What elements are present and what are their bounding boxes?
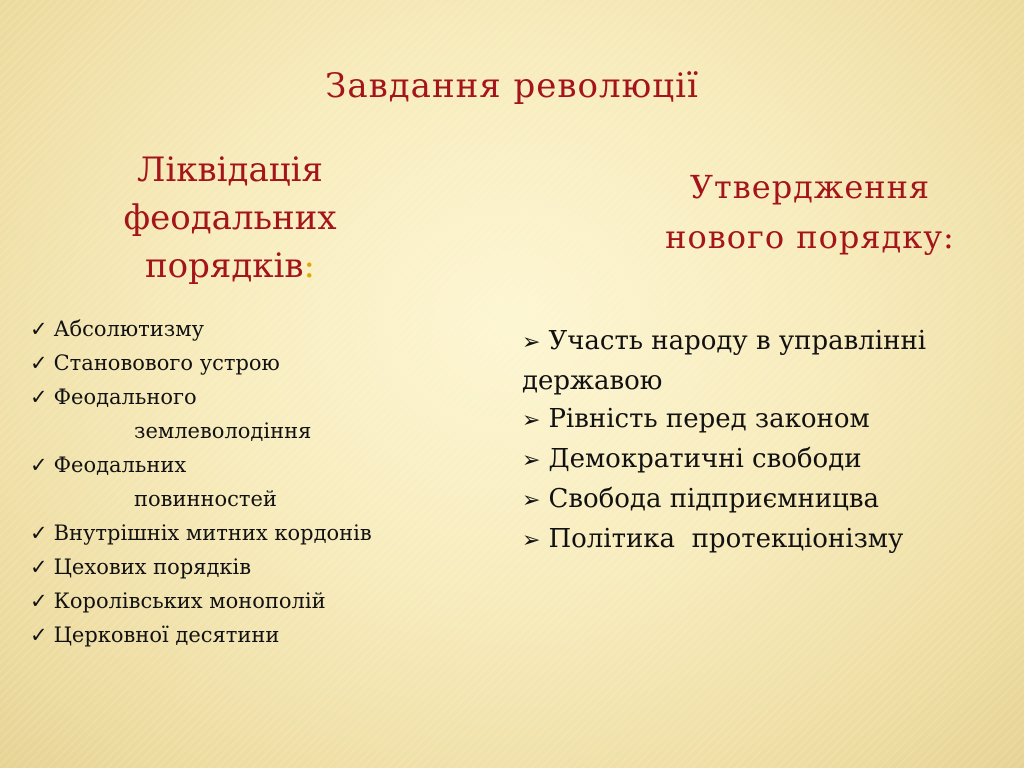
right-arrow-list: [522, 322, 1017, 560]
arrow-bullet-icon: ➢: [522, 330, 541, 355]
list-item: [30, 550, 470, 584]
list-item: [30, 380, 470, 448]
arrow-bullet-icon: ➢: [522, 408, 541, 433]
checkmark-icon: ✓: [30, 385, 48, 409]
left-column-heading: [60, 146, 400, 290]
arrow-bullet-icon: ➢: [522, 448, 541, 473]
list-item: [522, 322, 1017, 400]
checkmark-icon: ✓: [30, 623, 48, 647]
right-heading-line-2: нового порядку:: [665, 218, 955, 256]
list-item: [522, 400, 1017, 440]
list-item-text: Політика протекціонізму: [548, 524, 904, 554]
left-heading-line-1: Ліквідація: [137, 150, 323, 190]
list-item-text: Феодальних: [53, 453, 187, 477]
list-item: [30, 346, 470, 380]
left-heading-line-3: [60, 242, 400, 290]
list-item: [30, 516, 470, 550]
list-item-text: Свобода підприємницва: [548, 484, 879, 514]
checkmark-icon: ✓: [30, 589, 48, 613]
left-heading-line-2: феодальних: [123, 198, 337, 238]
list-item-text: Внутрішніх митних кордонів: [53, 521, 372, 545]
left-heading-line-3-text: порядків: [144, 246, 304, 286]
list-item-text: Королівських монополій: [53, 589, 326, 613]
list-item-text: Цехових порядків: [53, 555, 252, 579]
list-item-text: Участь народу в управлінні державою: [522, 326, 927, 396]
list-item: [30, 584, 470, 618]
list-item: [30, 618, 470, 652]
list-item: [522, 440, 1017, 480]
list-item: [30, 312, 470, 346]
list-item-text: Абсолютизму: [53, 317, 204, 341]
checkmark-icon: ✓: [30, 521, 48, 545]
list-item-continuation: землеволодіння: [134, 419, 312, 443]
arrow-bullet-icon: ➢: [522, 488, 541, 513]
list-item-text: Демократичні свободи: [548, 444, 862, 474]
left-heading-colon: :: [303, 246, 315, 286]
list-item-text: Церковної десятини: [53, 623, 280, 647]
list-item-text: Становового устрою: [53, 351, 280, 375]
checkmark-icon: ✓: [30, 351, 48, 375]
right-heading-line-1: Утвердження: [689, 168, 931, 206]
left-checklist: [30, 312, 470, 652]
list-item: [522, 480, 1017, 520]
slide-title: Завдання революції: [325, 66, 699, 106]
checkmark-icon: ✓: [30, 555, 48, 579]
list-item-text: Рівність перед законом: [548, 404, 870, 434]
checkmark-icon: ✓: [30, 317, 48, 341]
right-column-heading: [610, 162, 1010, 262]
arrow-bullet-icon: ➢: [522, 528, 541, 553]
checkmark-icon: ✓: [30, 453, 48, 477]
list-item-continuation: повинностей: [134, 487, 277, 511]
list-item-text: Феодального: [53, 385, 197, 409]
list-item: [522, 520, 1017, 560]
list-item: [30, 448, 470, 516]
